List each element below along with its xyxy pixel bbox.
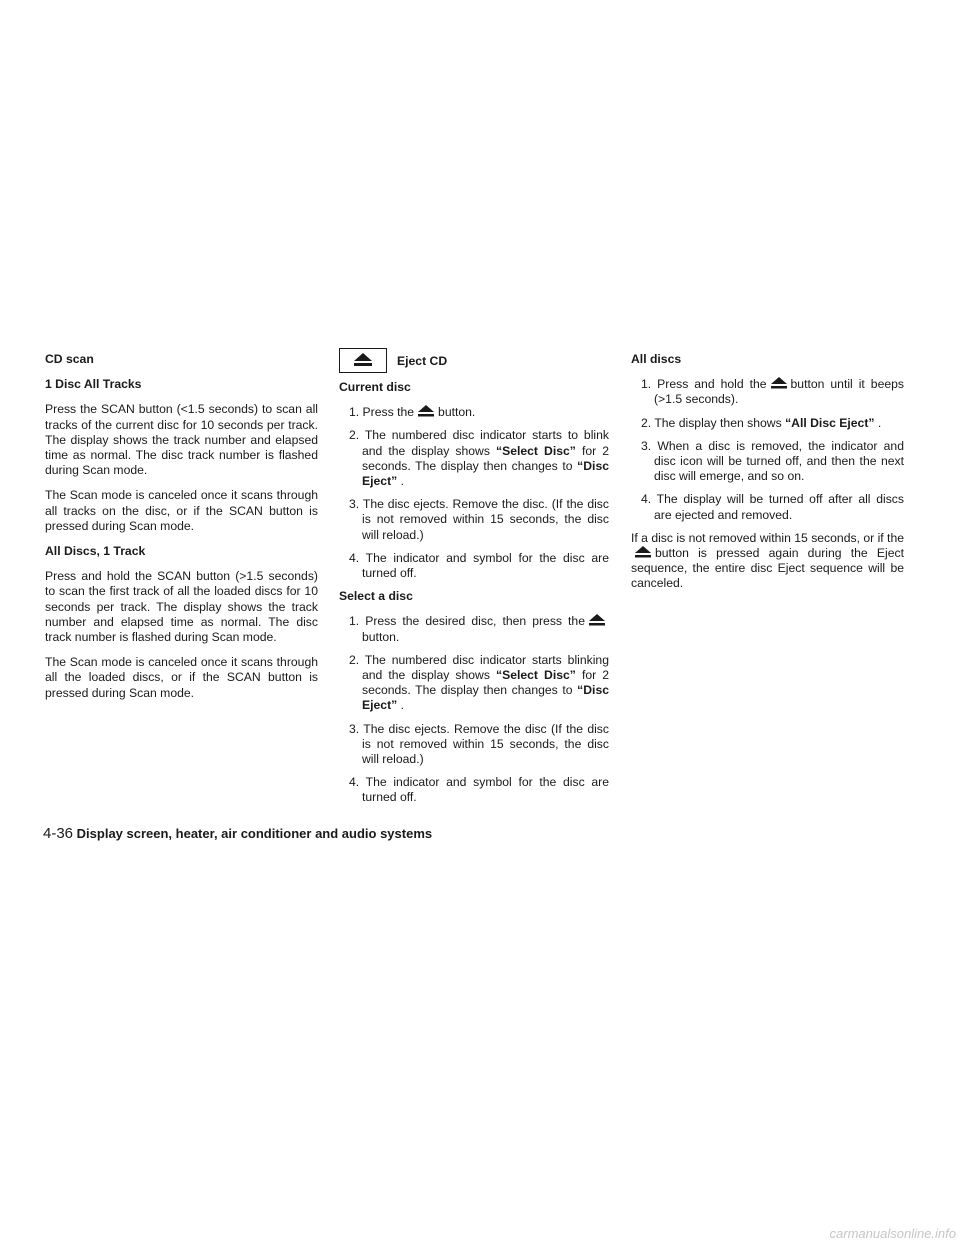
list-item: 1. Press and hold the button until it beeps (>1.5 seconds).	[641, 377, 904, 407]
paragraph: Press the SCAN button (<1.5 seconds) to scan all tracks of the current disc for 10 seconds per track. The display shows the track number and elapsed time as normal. The disc track number is flashed during Scan mode.	[45, 402, 318, 478]
column-cd-scan	[45, 352, 318, 711]
column-all-discs	[631, 352, 904, 602]
column-eject-cd	[339, 352, 609, 814]
eject-icon	[771, 377, 787, 389]
list-item: 4. The display will be turned off after all discs are ejected and removed.	[641, 492, 904, 522]
list-item: 4. The indicator and symbol for the disc are turned off.	[349, 775, 609, 805]
footer-title: Display screen, heater, air conditioner and audio systems	[76, 826, 433, 841]
heading-cd-scan: CD scan	[45, 352, 94, 366]
list-item: 1. Press the button.	[349, 405, 476, 420]
heading-current-disc: Current disc	[339, 380, 411, 394]
list-item: 3. The disc ejects. Remove the disc. (If the disc is not removed within 15 seconds, the disc will reload.)	[349, 497, 609, 542]
paragraph: The Scan mode is canceled once it scans through all tracks on the disc, or if the SCAN button is pressed during Scan mode.	[45, 488, 318, 533]
paragraph: Press and hold the SCAN button (>1.5 seconds) to scan the first track of all the loaded discs for 10 seconds per track. The display shows the track number and elapsed time as normal. The disc track number is flashed during Scan mode.	[45, 569, 318, 645]
heading-select-a-disc: Select a disc	[339, 589, 413, 604]
paragraph: If a disc is not removed within 15 seconds, or if the button is pressed again during the Eject sequence, the entire disc Eject sequence will be canceled.	[631, 530, 904, 591]
page-footer	[43, 826, 432, 841]
list-item: 2. The numbered disc indicator starts to blink and the display shows “Select Disc” for 2 seconds. The display then changes to “Disc Eject” .	[349, 428, 609, 489]
eject-icon	[589, 614, 605, 626]
eject-icon	[418, 405, 434, 417]
list-item: 2. The numbered disc indicator starts blinking and the display shows “Select Disc” for 2 seconds. The display then changes to “Disc Eject” .	[349, 652, 609, 713]
eject-icon	[635, 546, 651, 558]
steps-current-disc	[339, 405, 609, 581]
watermark: carmanualsonline.info	[829, 1225, 956, 1241]
section-title: Eject CD	[397, 353, 448, 368]
list-item: 3. The disc ejects. Remove the disc (If the disc is not removed within 15 seconds, the disc will reload.)	[349, 721, 609, 767]
list-item: 3. When a disc is removed, the indicator and disc icon will be turned off, and then the next disc will emerge, and so on.	[641, 438, 904, 484]
section-title-row	[339, 349, 609, 374]
heading-all-discs-one-track: All Discs, 1 Track	[45, 544, 146, 559]
list-item: 4. The indicator and symbol for the disc are turned off.	[349, 550, 609, 581]
page-number: 4-36	[43, 825, 74, 842]
steps-select-disc	[339, 614, 609, 805]
paragraph: The Scan mode is canceled once it scans through all the loaded discs, or if the SCAN button is pressed during Scan mode.	[45, 655, 318, 700]
steps-all-discs	[631, 377, 904, 523]
eject-icon	[339, 348, 387, 373]
list-item: 2. The display then shows “All Disc Eject” .	[641, 415, 882, 430]
heading-all-discs: All discs	[631, 352, 682, 366]
heading-one-disc-all-tracks: 1 Disc All Tracks	[45, 377, 142, 392]
list-item: 1. Press the desired disc, then press the button.	[339, 614, 609, 644]
